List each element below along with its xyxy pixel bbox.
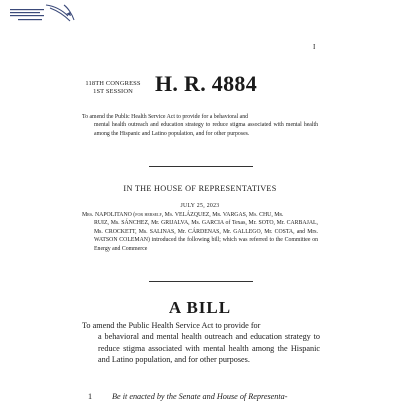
purpose-summary-first: To amend the Public Health Service Act to provide for a behavioral and: [82, 114, 249, 120]
bill-purpose: [82, 320, 320, 366]
gpo-eagle-logo: [6, 2, 86, 26]
enacting-clause: [88, 391, 328, 402]
page-number: I: [313, 43, 316, 51]
introduction-date: JULY 25, 2023: [180, 203, 220, 209]
cosponsors-text: RUIZ, Ms. SÁNCHEZ, Mr. GRIJALVA, Ms. GARCIA of Texas, Mr. SOTO, Mr. CARBAJAL, Ms. CROCKETT, Ms. SALINAS, Mr. CÁRDENAS, Mr. GALLEGO, Mr. COSTA, and Mrs. WATSON COLEMAN) introduced the following bill; which was referred to the Committee on Energy and Commerce: [94, 220, 318, 252]
lead-sponsor: Mrs. NAPOLITANO (for herself, Ms. VELÁZQUEZ, Mr. VARGAS, Ms. CHU, Mr.: [82, 212, 284, 218]
purpose-summary-rest: mental health outreach and education strategy to reduce stigma associated with mental health among the Hispanic and Latino population, and for other purposes.: [94, 122, 318, 137]
divider-rule: [149, 281, 253, 282]
bill-purpose-rest: a behavioral and mental health outreach and education strategy to reduce stigma associated with mental health among the Hispanic and Latino population, and for other purposes.: [98, 332, 320, 365]
purpose-summary: [82, 113, 318, 138]
congress-label: 118TH CONGRESS: [85, 80, 141, 87]
congress-session: [83, 80, 143, 95]
sponsors-paragraph: [82, 211, 318, 253]
divider-rule: [149, 166, 253, 167]
bill-purpose-first: To amend the Public Health Service Act to provide for: [82, 321, 261, 330]
enacting-text: Be it enacted by the Senate and House of Representa-: [112, 392, 288, 401]
bill-title-label: A BILL: [168, 298, 232, 317]
line-number: 1: [88, 392, 93, 401]
session-label: 1ST SESSION: [93, 87, 133, 95]
bill-number: H. R. 4884: [155, 71, 257, 96]
chamber-heading: IN THE HOUSE OF REPRESENTATIVES: [123, 184, 277, 193]
